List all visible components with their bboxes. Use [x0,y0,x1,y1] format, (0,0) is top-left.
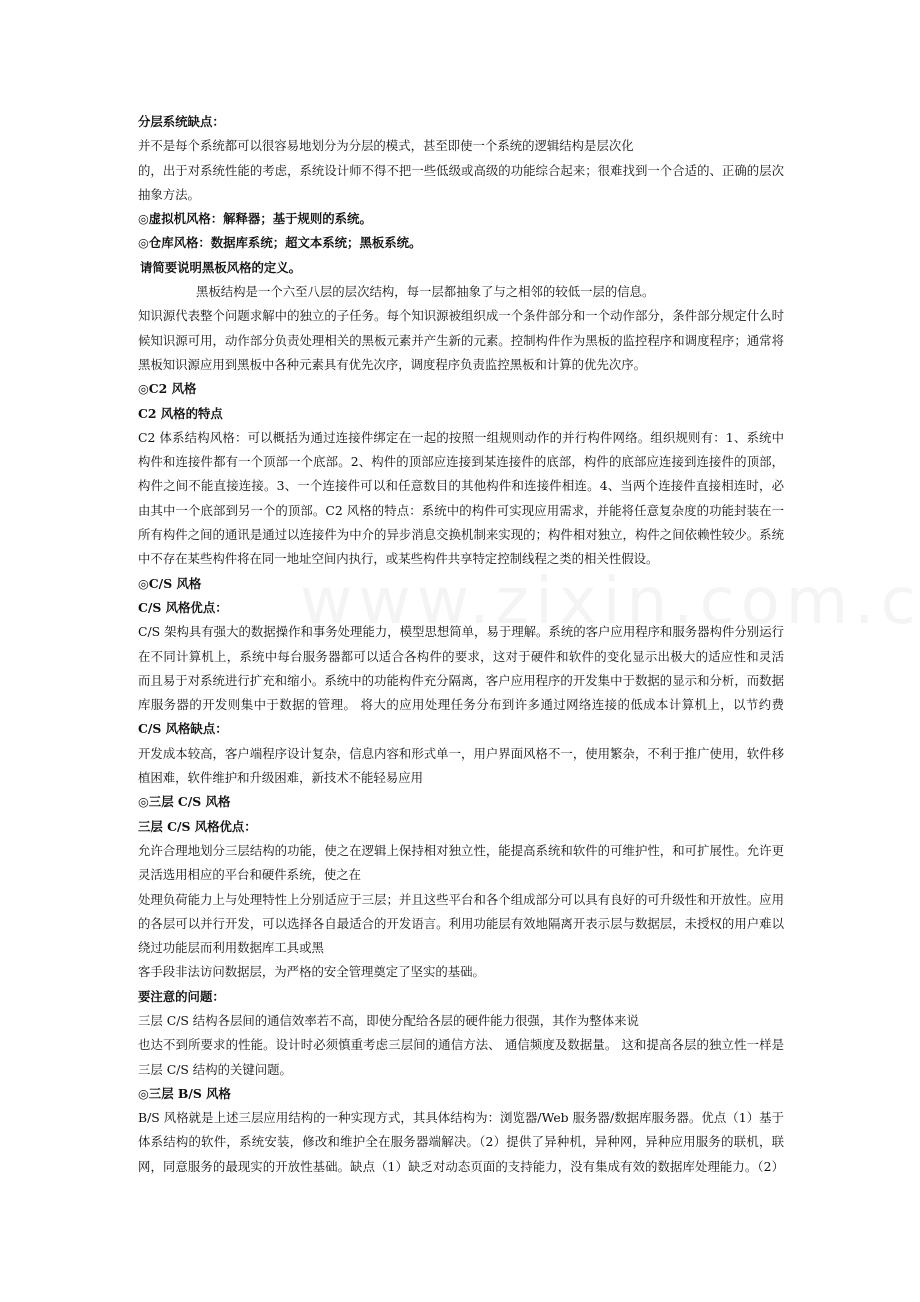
section-heading: ◎三层 B/S 风格 [138,1085,231,1101]
text-line: 所有构件之间的通讯是通过以连接件为中介的异步消息交换机制来实现的；构件相对独立，构件之间依赖性较少。系统 [138,527,784,543]
text-line: 允许合理地划分三层结构的功能，使之在逻辑上保持相对独立性，能提高系统和软件的可维护性，和可扩展性。允许更 [138,842,784,858]
text-line: 灵活选用相应的平台和硬件系统，使之在 [138,867,362,883]
text-line: 并不是每个系统都可以很容易地划分为分层的模式，甚至即使一个系统的逻辑结构是层次化 [138,138,634,154]
text-line: 构件和连接件都有一个顶部一个底部。2、构件的顶部应连接到某连接件的底部，构件的底部应连接到连接件的顶部， [138,454,784,470]
section-heading: 要注意的问题： [138,988,225,1004]
text-line: 处理负荷能力上与处理特性上分别适应于三层；并且这些平台和各个组成部分可以具有良好的可升级性和开放性。应用 [138,891,784,907]
text-line: 网，同意服务的最现实的开放性基础。缺点（1）缺乏对动态页面的支持能力，没有集成有效的数据库处理能力。（2） [138,1158,784,1174]
text-line: 由其中一个底部到另一个的顶部。C2 风格的特点：系统中的构件可实现应用需求，并能将任意复杂度的功能封装在一 [138,502,784,518]
text-line: C/S 架构具有强大的数据操作和事务处理能力，模型思想简单，易于理解。系统的客户应用程序和服务器构件分别运行 [138,624,784,640]
text-line: 构件之间不能直接连接。3、一个连接件可以和任意数目的其他构件和连接件相连。4、当两个连接件直接相连时，必 [138,478,784,494]
section-heading: 请简要说明黑板风格的定义。 [140,259,302,275]
text-line: 绕过功能层而利用数据库工具或黑 [138,940,324,956]
text-line: 三层 C/S 结构各层间的通信效率若不高，即使分配给各层的硬件能力很强，其作为整体来说 [138,1012,639,1028]
text-line: 客手段非法访问数据层，为严格的安全管理奠定了坚实的基础。 [138,964,485,980]
text-line: 黑板知识源应用到黑板中各种元素具有优先次序，调度程序负责监控黑板和计算的优先次序。 [138,356,647,372]
text-line: 中不存在某些构件将在同一地址空间内执行，或某些构件共享特定控制线程之类的相关性假设。 [138,551,659,567]
section-heading: ◎C2 风格 [138,381,197,397]
section-heading: ◎C/S 风格 [138,575,202,591]
text-line: 体系结构的软件，系统安装，修改和维护全在服务器端解决。（2）提供了异种机，异种网，异种应用服务的联机，联 [138,1134,784,1150]
text-line: 候知识源可用，动作部分负责处理相关的黑板元素并产生新的元素。控制构件作为黑板的监控程序和调度程序；通常将 [138,332,784,348]
text-line: 也达不到所要求的性能。设计时必须慎重考虑三层间的通信方法、 通信频度及数据量。 这和提高各层的独立性一样是 [138,1037,784,1053]
section-heading: 三层 C/S 风格优点： [138,818,257,834]
text-line: 的，出于对系统性能的考虑，系统设计师不得不把一些低级或高级的功能综合起来；很难找到一个合适的、正确的层次 [138,162,784,178]
document-body [138,110,784,1179]
text-line: 开发成本较高，客户端程序设计复杂，信息内容和形式单一，用户界面风格不一，使用繁杂，不利于推广使用，软件移 [138,745,784,761]
text-line: 库服务器的开发则集中于数据的管理。 将大的应用处理任务分布到许多通过网络连接的低成本计算机上，以节约费 [138,697,784,713]
section-heading: C2 风格的特点 [138,405,223,421]
section-heading: ◎仓库风格：数据库系统；超文本系统；黑板系统。 [138,235,422,251]
section-heading: ◎虚拟机风格：解释器；基于规则的系统。 [138,211,372,227]
text-line: 知识源代表整个问题求解中的独立的子任务。每个知识源被组织成一个条件部分和一个动作部分，条件部分规定什么时 [138,308,784,324]
section-heading: C/S 风格优点： [138,599,228,615]
text-line: 三层 C/S 结构的关键问题。 [138,1061,292,1077]
text-line: 抽象方法。 [138,186,200,202]
section-heading: ◎三层 C/S 风格 [138,794,231,810]
section-heading: 分层系统缺点： [138,114,225,129]
text-line: 黑板结构是一个六至八层的层次结构，每一层都抽象了与之相邻的较低一层的信息。 [196,284,655,300]
text-line: 的各层可以并行开发，可以选择各自最适合的开发语言。利用功能层有效地隔离开表示层与数据层，未授权的用户难以 [138,915,784,931]
text-line: 植困难，软件维护和升级困难，新技术不能轻易应用 [138,770,423,786]
section-heading: C/S 风格缺点： [138,721,228,737]
text-line: B/S 风格就是上述三层应用结构的一种实现方式，其具体结构为：浏览器/Web 服务器/数据库服务器。优点（1）基于 [138,1110,784,1126]
text-line: C2 体系结构风格：可以概括为通过连接件绑定在一起的按照一组规则动作的并行构件网络。组织规则有：1、系统中 [138,429,784,445]
text-line: 而且易于对系统进行扩充和缩小。系统中的功能构件充分隔离，客户应用程序的开发集中于数据的显示和分析，而数据 [138,672,784,688]
text-line: 在不同计算机上，系统中每台服务器都可以适合各构件的要求，这对于硬件和软件的变化显示出极大的适应性和灵活 [138,648,784,664]
